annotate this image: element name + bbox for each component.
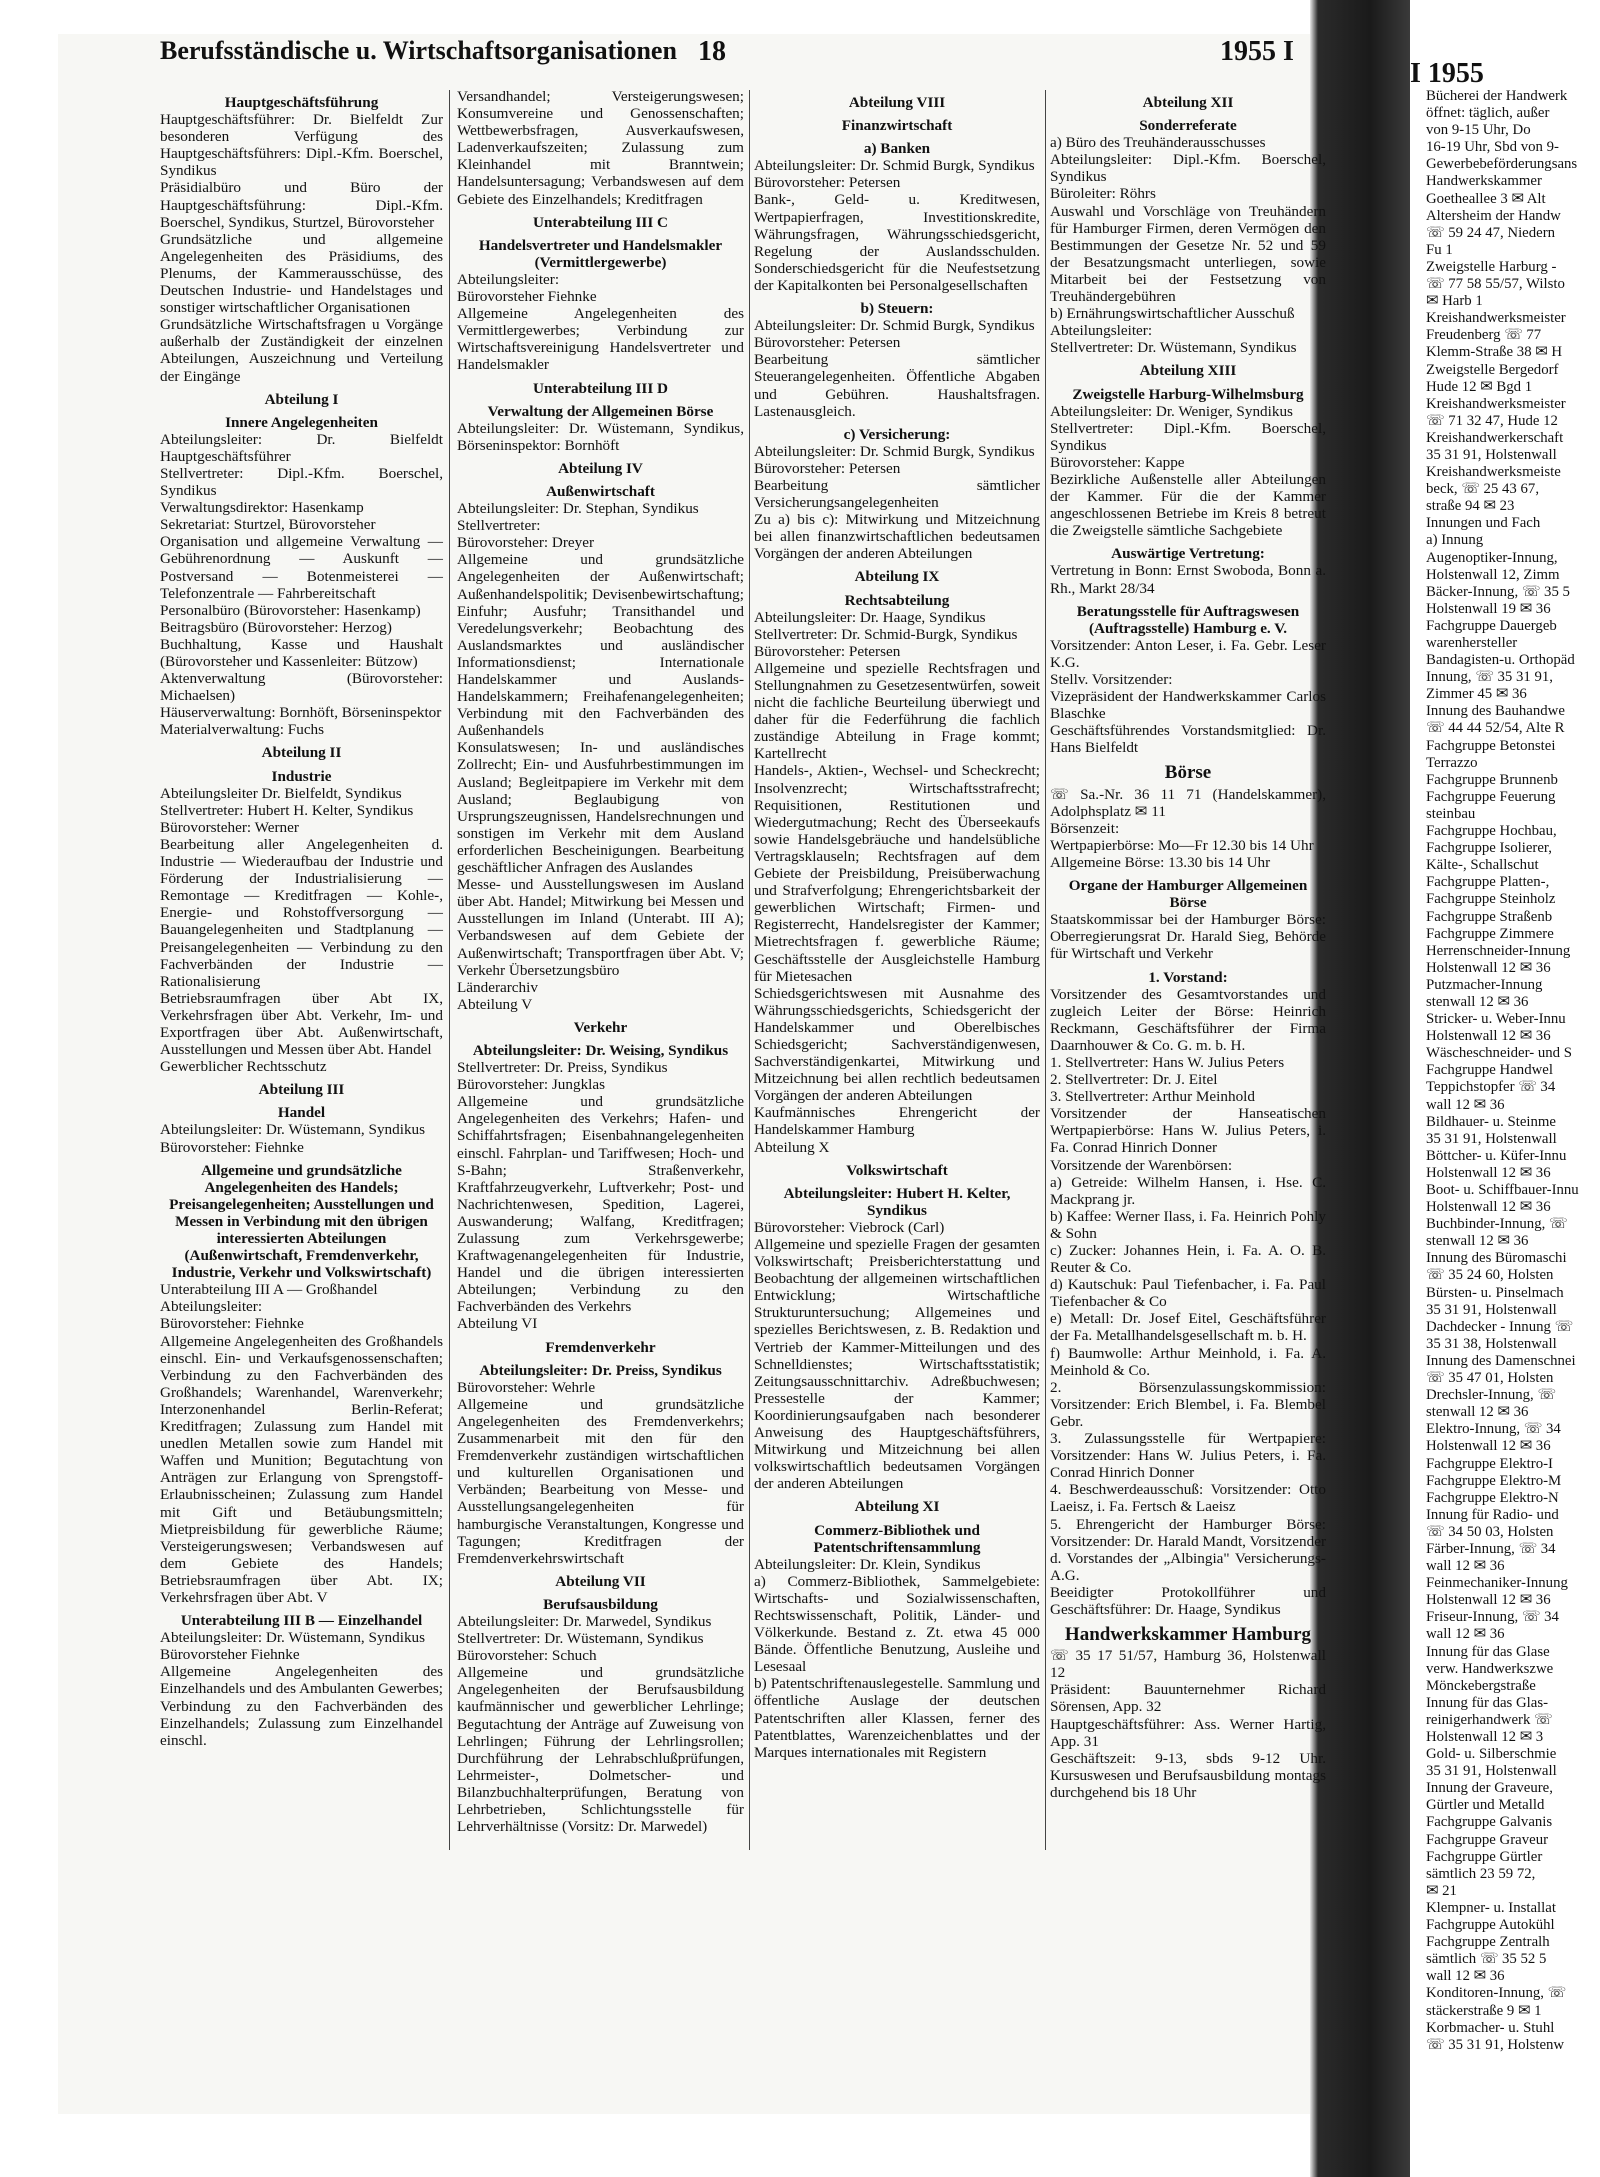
column-5-cropped (1426, 88, 1600, 2088)
running-title: Berufsständische u. Wirtschaftsorganisationen (160, 36, 677, 65)
col1-paragraph: Grundsätzliche und allgemeine Angelegenheiten des Präsidiums, des Plenums, der Kammerausschüsse, des Deutschen Industrie- und Handelstages und sonstiger wirtschaftlicher Organisationen (160, 230, 443, 317)
col2-paragraph: Abteilungsleiter: Dr. Stephan, Syndikus (457, 500, 699, 518)
col4-paragraph: Zweigstelle Harburg-Wilhelmsburg (1072, 385, 1304, 403)
col1-paragraph: Stellvertreter: Dipl.-Kfm. Boerschel, Syndikus (160, 464, 443, 500)
col4-paragraph: ☏ 35 17 51/57, Hamburg 36, Holstenwall 12 (1050, 1647, 1326, 1682)
col5-paragraph: ☏ 34 50 03, Holsten (1426, 1523, 1554, 1540)
col1-paragraph: Bürovorsteher: Werner (160, 818, 299, 836)
col5-paragraph: Fachgruppe Dauergeb (1426, 617, 1557, 634)
col5-paragraph: Zweigstelle Bergedorf (1426, 361, 1559, 378)
col5-paragraph: Innung für Radio- und (1426, 1506, 1559, 1523)
col5-paragraph: Holstenwall 12 ✉ 36 (1426, 1164, 1551, 1181)
col5-paragraph: Freudenberg ☏ 77 (1426, 327, 1542, 344)
col5-paragraph: ✉ 21 (1426, 1882, 1457, 1899)
col5-paragraph: Färber-Innung, ☏ 34 (1426, 1540, 1556, 1557)
col4-paragraph: Vorsitzender des Gesamtvorstandes und zugleich Leiter der Börse: Heinrich Reckmann, Geschäftsführer der Firma Daarnhouwer & Co. G. m. b. H. (1050, 985, 1326, 1054)
col5-paragraph: Fachgruppe Feuerung (1426, 788, 1556, 805)
col3-paragraph: a) Commerz-Bibliothek, Sammelgebiete: Wirtschafts- und Sozialwissenschaften, Rechtswissenschaft, Politik, Länder- und Völkerkunde. Bestand z. Zt. etwa 45 000 Bände. Öffentliche Benutzung, Ausleihe und Lesesaal (754, 1572, 1040, 1676)
col4-paragraph: Stellvertreter: Dr. Wüstemann, Syndikus (1050, 339, 1297, 357)
year-right: I 1955 (1410, 58, 1484, 89)
col4-paragraph: Vertretung in Bonn: Ernst Swoboda, Bonn a. Rh., Markt 28/34 (1050, 562, 1326, 597)
col4-paragraph: Stellv. Vorsitzender: (1050, 671, 1173, 688)
col2-paragraph: Bürovorsteher: Jungklas (457, 1076, 606, 1094)
col3-paragraph: Bank-, Geld- u. Kreditwesen, Wertpapierfragen, Investitionskredite, Währungsfragen, Währungsschiedsgericht, Regelung der Auslandsschulden. Sonderschiedsgericht für die Neufestsetzung der Kapitalkonten bei Personalgesellschaften (754, 191, 1040, 294)
col2-paragraph: Abteilung V (457, 995, 533, 1013)
col5-paragraph: wall 12 ✉ 36 (1426, 1558, 1505, 1575)
col2-paragraph: Handelsvertreter und Handelsmakler (Vermittlergewerbe) (478, 236, 723, 271)
col1-paragraph: Allgemeine Angelegenheiten des Einzelhandels und des Ambulanten Gewerbes; Verbindung zu den Fachverbänden des Einzelhandels; Zulassung zum Einzelhandel einschl. (160, 1663, 443, 1749)
col5-paragraph: Fachgruppe Straßenb (1426, 908, 1553, 925)
col5-paragraph: Altersheim der Handw (1426, 207, 1561, 224)
col5-paragraph: ☏ 35 47 01, Holsten (1426, 1370, 1554, 1387)
col1-paragraph: Bürovorsteher: Fiehnke (160, 1138, 304, 1156)
col5-paragraph: Holstenwall 19 ✉ 36 (1426, 600, 1551, 617)
col5-paragraph: Bildhauer- u. Steinme (1426, 1113, 1556, 1130)
col4-paragraph: f) Baumwolle: Arthur Meinhold, i. Fa. A. Meinhold & Co. (1050, 1344, 1326, 1379)
column-rule (449, 90, 450, 1850)
col5-paragraph: Wäscheschneider- und S (1426, 1045, 1572, 1062)
col5-paragraph: Feinmechaniker-Innung (1426, 1575, 1568, 1592)
col5-paragraph: Holstenwall 12, Zimm (1426, 566, 1560, 583)
col5-paragraph: ☏ 44 44 52/54, Alte R (1426, 720, 1565, 737)
col3-paragraph: b) Steuern: (860, 300, 934, 318)
col5-paragraph: Böttcher- u. Küfer-Innu (1426, 1147, 1567, 1164)
page-number: 18 (698, 36, 726, 67)
col5-paragraph: Buchbinder-Innung, ☏ (1426, 1216, 1568, 1233)
col5-paragraph: Fachgruppe Elektro-I (1426, 1455, 1553, 1472)
col5-paragraph: Boot- u. Schiffbauer-Innu (1426, 1182, 1579, 1198)
col5-paragraph: steinbau (1426, 805, 1476, 822)
col5-paragraph: Teppichstopfer ☏ 34 (1426, 1079, 1556, 1096)
col5-paragraph: von 9-15 Uhr, Do (1426, 122, 1531, 139)
col4-paragraph: Organe der Hamburger Allgemeinen Börse (1068, 877, 1308, 912)
col3-paragraph: Abteilungsleiter: Dr. Haage, Syndikus (754, 608, 986, 626)
col4-paragraph: Handwerkskammer Hamburg (1064, 1624, 1312, 1646)
col5-paragraph: 35 31 38, Holstenwall (1426, 1335, 1557, 1352)
col3-paragraph: Commerz-Bibliothek und Patentschriftensammlung (813, 1521, 981, 1556)
col4-paragraph: Hauptgeschäftsführer: Ass. Werner Hartig, App. 31 (1050, 1715, 1326, 1750)
col5-paragraph: 35 31 91, Holstenwall (1426, 1763, 1557, 1780)
col5-paragraph: Fachgruppe Galvanis (1426, 1814, 1553, 1831)
col5-paragraph: Augenoptiker-Innung, (1426, 549, 1558, 566)
col3-paragraph: Bürovorsteher: Petersen (754, 459, 901, 477)
col5-paragraph: Bandagisten-u. Orthopäd (1426, 652, 1575, 669)
col2-paragraph: Abteilungsleiter: Dr. Weising, Syndikus (472, 1041, 729, 1059)
col5-paragraph: Kreishandwerksmeiste (1426, 464, 1561, 481)
col2-paragraph: Allgemeine und grundsätzliche Angelegenheiten der Berufsausbildung kaufmännischer und gewerblicher Lehrlinge; Begutachtung der Anträge auf Zuweisung von Lehrlingen; Führung der Lehrlingsrollen; Durchführung der Lehrabschlußprüfungen, Lehrmeister-, Dolmetscher- und Bilanzbuchhalterprüfungen, Beratung von Lehrbetrieben, Schlichtungsstelle für Lehrverhältnisse (Vorsitz: Dr. Marwedel) (457, 1664, 744, 1836)
col4-paragraph: Börsenzeit: (1050, 819, 1120, 837)
col4-paragraph: Beeidigter Protokollführer und Geschäftsführer: Dr. Haage, Syndikus (1050, 1583, 1326, 1618)
col5-paragraph: Bücherei der Handwerk (1426, 88, 1568, 104)
col3-paragraph: Bürovorsteher: Viebrock (Carl) (754, 1218, 945, 1236)
col5-paragraph: Klempner- u. Installat (1426, 1899, 1556, 1916)
col2-paragraph: Abteilung VI (457, 1315, 538, 1333)
col5-paragraph: Fachgruppe Graveur (1426, 1831, 1549, 1848)
col2-paragraph: Abteilungsleiter: Dr. Preiss, Syndikus (479, 1361, 722, 1379)
col5-paragraph: Holstenwall 12 ✉ 36 (1426, 1438, 1551, 1455)
col4-paragraph: Präsident: Bauunternehmer Richard Sörensen, App. 32 (1050, 1681, 1326, 1716)
col5-paragraph: Fachgruppe Gürtler (1426, 1848, 1543, 1865)
col3-paragraph: Allgemeine und spezielle Fragen der gesamten Volkswirtschaft; Preisberichterstattung und Beobachtung der allgemeinen wirtschaftlichen Entwicklung; Wirtschaftliche Strukturuntersuchung; Allgemeines und spezielles Berichtswesen, z. B. Redaktion und Vertrieb der Kammer-Mitteilungen und des Schnelldienstes; Wirtschaftsstatistik; Zeitungsausschnittarchiv. Adreßbuchwesen; Pressestelle der Kammer; Koordinierungsaufgaben nach besonderer Anweisung des Hauptgeschäftsführers, Mitwirkung und Mitzeichnung bei allen volkswirtschaftlich bedeutsamen Vorgängen der anderen Abteilungen (754, 1236, 1040, 1493)
col4-paragraph: d) Kautschuk: Paul Tiefenbacher, i. Fa. Paul Tiefenbacher & Co (1050, 1276, 1326, 1311)
col4-paragraph: Abteilung XII (1142, 94, 1234, 111)
column-rule (749, 90, 750, 1850)
col5-paragraph: Gold- u. Silberschmie (1426, 1746, 1557, 1763)
col4-paragraph: Börse (1164, 762, 1212, 784)
col5-paragraph: Stricker- u. Weber-Innu (1426, 1011, 1566, 1028)
col5-paragraph: ☏ 77 58 55/57, Wilsto (1426, 276, 1565, 293)
col4-paragraph: Vizepräsident der Handwerkskammer Carlos Blaschke (1050, 688, 1326, 723)
col4-paragraph: Abteilung XIII (1139, 362, 1237, 380)
col2-paragraph: Außenwirtschaft (546, 482, 655, 500)
col5-paragraph: Fachgruppe Handwel (1426, 1062, 1553, 1079)
col2-paragraph: Verkehr (573, 1018, 628, 1036)
col1-paragraph: Unterabteilung III B — Einzelhandel (180, 1612, 423, 1630)
col1-paragraph: Innere Angelegenheiten (225, 413, 378, 431)
col3-paragraph: Handels-, Aktien-, Wechsel- und Scheckrecht; Insolvenzrecht; Wirtschaftsstrafrecht; Requisitionen, Restitutionen und Wiedergutmachung; Recht des Überseekaufs sowie Handelsgebräuche und handelsübliche Vertragsklauseln; Rechtsfragen auf dem Gebiete der Preisbildung, Preisüberwachung und Strafverfolgung; Ehrengerichtsbarkeit der gewerblichen Wirtschaft; Firmen- und Registerrecht, Handelsregister der Kammer; Mietrechtsfragen f. gewerbliche Räume; Geschäftsstelle der Ausgleichstelle Hamburg für Mietesachen (754, 762, 1040, 985)
col1-paragraph: Organisation und allgemeine Verwaltung — Gebührenordnung — Auskunft — Postversand — Botenmeisterei — Telefonzentrale — Fahrbereitschaft (160, 533, 443, 602)
col5-paragraph: Gürtler und Metalld (1426, 1797, 1545, 1814)
col2-paragraph: Allgemeine und grundsätzliche Angelegenheiten des Verkehrs; Hafen- und Schiffahrtsfragen; Eisenbahnangelegenheiten einschl. Fahrplan- und Tariffwesen; Hoch- und S-Bahn; Straßenverkehr, Kraftfahrzeugverkehr, Luftverkehr; Post- und Nachrichtenwesen, Spedition, Lagerei, Auswanderung; Walfang, Kreditfragen; Zulassung zum Verkehrsgewerbe; Kraftwagenangelegenheiten für Industrie, Handel und die übrigen interessierten Abteilungen; Verbindung zu den Fachverbänden des Verkehrs (457, 1093, 744, 1316)
col1-paragraph: Abteilungsleiter: Dr. Bielfeldt Hauptgeschäftsführer (160, 430, 443, 465)
col1-paragraph: Unterabteilung III A — Großhandel (160, 1281, 378, 1299)
col5-paragraph: Fachgruppe Elektro-N (1426, 1489, 1559, 1506)
col5-paragraph: Dachdecker - Innung ☏ (1426, 1318, 1574, 1335)
col3-paragraph: a) Banken (863, 140, 931, 158)
col1-paragraph: Abteilung III (258, 1081, 345, 1099)
col5-paragraph: wall 12 ✉ 36 (1426, 1968, 1505, 1985)
col1-paragraph: Bürovorsteher: Fiehnke (160, 1315, 304, 1333)
column-1 (160, 88, 443, 1749)
col5-paragraph: Gewerbebeförderungsans (1426, 156, 1578, 173)
col5-paragraph: Fachgruppe Zimmere (1426, 925, 1554, 942)
col5-paragraph: Innung für das Glase (1426, 1643, 1550, 1660)
col3-paragraph: Allgemeine und spezielle Rechtsfragen und Stellungnahmen zu Gesetzesentwürfen, soweit nicht die fachliche Beurteilung überwiegt und daher für die Federführung die fachlich zuständige Abteilung in Frage kommt; Kartellrecht (754, 659, 1040, 763)
col5-paragraph: Klemm-Straße 38 ✉ H (1426, 344, 1563, 361)
col5-paragraph: wall 12 ✉ 36 (1426, 1626, 1505, 1643)
col2-paragraph: Allgemeine und grundsätzliche Angelegenheiten der Außenwirtschaft; Außenhandelspolitik; Devisenbewirtschaftung; Einfuhr; Ausfuhr; Transithandel und Veredelungsverkehr; Beobachtung des Auslandsmarktes und ausländischer Informationsdienst; Internationale Handelskammer und Auslands-Handelskammern; Freihafenangelegenheiten; Verbindung mit den Fachverbänden des Außenhandels (457, 551, 744, 740)
col5-paragraph: Elektro-Innung, ☏ 34 (1426, 1421, 1561, 1438)
col5-paragraph: Fachgruppe Hochbau, (1426, 823, 1557, 840)
col3-paragraph: Abteilungsleiter: Dr. Schmid Burgk, Syndikus (754, 442, 1035, 460)
col5-paragraph: stenwall 12 ✉ 36 (1426, 1233, 1529, 1250)
col1-paragraph: Beitragsbüro (Bürovorsteher: Herzog) (160, 618, 392, 636)
col5-paragraph: Holstenwall 12 ✉ 36 (1426, 1028, 1551, 1045)
col3-paragraph: Bürovorsteher: Petersen (754, 642, 901, 660)
year-left: 1955 I (1220, 36, 1294, 67)
col5-paragraph: stenwall 12 ✉ 36 (1426, 993, 1529, 1010)
col2-paragraph: Bürovorsteher: Dreyer (457, 534, 595, 552)
col1-paragraph: Buchhaltung, Kasse und Haushalt (Bürovorsteher und Kassenleiter: Bützow) (160, 635, 443, 670)
col5-paragraph: Putzmacher-Innung (1426, 976, 1543, 993)
col2-paragraph: Verwaltung der Allgemeinen Börse (487, 402, 714, 420)
col3-paragraph: Abteilung IX (854, 568, 940, 586)
col5-paragraph: Holstenwall 12 ✉ 36 (1426, 959, 1551, 976)
col1-paragraph: Betriebsraumfragen über Abt IX, Verkehrsfragen über Abt. Verkehr, Im- und Exportfragen über Abt. Außenwirtschaft, Ausstellungen und Messen über Abt. Handel (160, 989, 443, 1059)
col1-paragraph: Stellvertreter: Hubert H. Kelter, Syndikus (160, 801, 414, 819)
col4-paragraph: 2. Stellvertreter: Dr. J. Eitel (1050, 1071, 1218, 1089)
col2-paragraph: Berufsausbildung (543, 1595, 658, 1613)
col2-paragraph: Messe- und Ausstellungswesen im Ausland über Abt. Handel; Mitwirkung bei Messen und Ausstellungen im Inland (Unterabt. III A); Verbandswesen auf dem Gebiete der Außenwirtschaft; Transportfragen über Abt. V; Verkehr Übersetzungsbüro (457, 876, 744, 979)
col4-paragraph: a) Büro des Treuhänderausschusses (1050, 134, 1266, 152)
col4-paragraph: 3. Zulassungsstelle für Wertpapiere: Vorsitzender: Hans W. Julius Peters, i. Fa. Conrad Hinrich Donner (1050, 1430, 1326, 1482)
col1-paragraph: Allgemeine Angelegenheiten des Großhandels einschl. Ein- und Verkaufsgenossenschaften; Verbindung zu den Fachverbänden des Großhandels; Warenhandel, Warenverkehr; Interzonenhandel Berlin-Referat; Kreditfragen; Zulassung zum Handel mit unedlen Metallen sowie zum Handel mit Waffen und Munition; Begutachtung von Anträgen zur Erlangung von Sprengstoff-Erlaubnisscheinen; Zulassung zum Handel mit Gift und Betäubungsmitteln; Mietpreisbildung für gewerbliche Räume; Versteigerungswesen; Verbandswesen auf dem Gebiete des Handels; Betriebsraumfragen über Abt. IX; Verkehrsfragen über Abt. V (160, 1332, 443, 1606)
col5-paragraph: a) Innung (1426, 532, 1484, 549)
col4-paragraph: a) Getreide: Wilhelm Hansen, i. Hse. C. Mackprang jr. (1050, 1173, 1326, 1208)
bottom-margin (58, 2114, 1310, 2177)
col3-paragraph: Abteilungsleiter: Dr. Schmid Burgk, Syndikus (754, 317, 1035, 335)
col5-paragraph: 35 31 91, Holstenwall (1426, 446, 1557, 463)
col2-paragraph: Stellvertreter: Dr. Preiss, Syndikus (457, 1059, 668, 1077)
column-3 (754, 88, 1040, 1761)
col2-paragraph: Stellvertreter: (457, 517, 541, 535)
col3-paragraph: Abteilung XI (854, 1498, 940, 1516)
col5-paragraph: 16-19 Uhr, Sbd von 9- (1426, 139, 1559, 156)
col3-paragraph: Abteilungsleiter: Dr. Klein, Syndikus (754, 1555, 981, 1573)
col4-paragraph: Sonderreferate (1139, 117, 1237, 135)
col5-paragraph: Innung des Büromaschi (1426, 1250, 1567, 1267)
col5-paragraph: Kreishandwerksmeister (1426, 310, 1566, 327)
col1-paragraph: Abteilungsleiter: Dr. Wüstemann, Syndikus (160, 1121, 426, 1139)
col5-paragraph: Konditoren-Innung, ☏ (1426, 1985, 1567, 2002)
col4-paragraph: 3. Stellvertreter: Arthur Meinhold (1050, 1088, 1255, 1106)
col2-paragraph: Allgemeine und grundsätzliche Angelegenheiten des Fremdenverkehrs; Zusammenarbeit mit den für den Fremdenverkehr zuständigen wirtschaftlichen und kulturellen Organisationen und Verbänden; Bearbeitung von Messe- und Ausstellungsangelegenheiten für hamburgische Veranstaltungen, Kongresse und Tagungen; Kreditfragen der Fremdenverkehrswirtschaft (457, 1395, 744, 1567)
col4-paragraph: Auswärtige Vertretung: (1111, 545, 1265, 563)
col5-paragraph: straße 94 ✉ 23 (1426, 498, 1515, 515)
col4-paragraph: Vorsitzende der Warenbörsen: (1050, 1156, 1233, 1174)
col5-paragraph: Zimmer 45 ✉ 36 (1426, 686, 1527, 703)
col1-paragraph: Personalbüro (Bürovorsteher: Hasenkamp) (160, 601, 421, 619)
col3-paragraph: Abteilung X (754, 1138, 830, 1156)
col5-paragraph: Friseur-Innung, ☏ 34 (1426, 1609, 1559, 1626)
col3-paragraph: c) Versicherung: (843, 425, 951, 443)
column-2 (457, 88, 744, 1835)
col3-paragraph: Finanzwirtschaft (841, 117, 953, 135)
col4-paragraph: Abteilungsleiter: (1050, 322, 1153, 340)
col3-paragraph: Zu a) bis c): Mitwirkung und Mitzeichnung bei allen finanzwirtschaftlichen bedeutsamen Vorgängen der anderen Abteilungen (754, 511, 1040, 563)
col1-paragraph: Abteilungsleiter Dr. Bielfeldt, Syndikus (160, 784, 402, 802)
col5-paragraph: Handwerkskammer (1426, 173, 1542, 190)
col5-paragraph: 35 31 91, Holstenwall (1426, 1301, 1557, 1318)
col3-paragraph: Abteilung VIII (848, 94, 946, 111)
col5-paragraph: Fachgruppe Autokühl (1426, 1917, 1555, 1934)
col4-paragraph: ☏ Sa.-Nr. 36 11 71 (Handelskammer), Adolphsplatz ✉ 11 (1050, 785, 1326, 820)
col4-paragraph: 5. Ehrengericht der Hamburger Börse: Vorsitzender: Dr. Harald Mandt, Vorsitzender d. Vorstandes der „Albingia" Versicherungs-A.G. (1050, 1515, 1326, 1584)
col1-paragraph: Industrie (271, 767, 332, 785)
col4-paragraph: Beratungsstelle für Auftragswesen (Auftragsstelle) Hamburg e. V. (1076, 602, 1300, 637)
col4-paragraph: 1. Vorstand: (1148, 968, 1228, 986)
col5-paragraph: Zweigstelle Harburg - (1426, 258, 1557, 275)
col5-paragraph: warenhersteller (1426, 635, 1518, 651)
col5-paragraph: Bürsten- u. Pinselmach (1426, 1284, 1564, 1301)
col4-paragraph: Allgemeine Börse: 13.30 bis 14 Uhr (1050, 853, 1271, 871)
col1-paragraph: Grundsätzliche Wirtschaftsfragen u Vorgänge außerhalb der Zuständigkeit der einzelnen Abteilungen, Auszeichnung und Verteilung der Eingänge (160, 316, 443, 385)
col5-paragraph: Holstenwall 12 ✉ 3 (1426, 1729, 1544, 1745)
col5-paragraph: Korbmacher- u. Stuhl (1426, 2019, 1555, 2036)
col5-paragraph: Innung des Damenschnei (1426, 1352, 1576, 1369)
col4-paragraph: Stellvertreter: Dipl.-Kfm. Boerschel, Syndikus (1050, 419, 1326, 454)
col5-paragraph: Innungen und Fach (1426, 515, 1541, 532)
col1-paragraph: Abteilungsleiter: Dr. Wüstemann, Syndikus (160, 1629, 426, 1647)
col4-paragraph: 4. Beschwerdeausschuß: Vorsitzender: Otto Laeisz, i. Fa. Fertsch & Laeisz (1050, 1481, 1326, 1516)
col1-paragraph: Verwaltungsdirektor: Hasenkamp (160, 499, 364, 517)
col3-paragraph: Bürovorsteher: Petersen (754, 174, 901, 192)
col2-paragraph: Abteilungsleiter: Dr. Marwedel, Syndikus (457, 1612, 712, 1630)
col5-paragraph: Holstenwall 12 ✉ 36 (1426, 1199, 1551, 1216)
col5-paragraph: stäckerstraße 9 ✉ 1 (1426, 2002, 1542, 2019)
col1-paragraph: Präsidialbüro und Büro der Hauptgeschäftsführung: Dipl.-Kfm. Boerschel, Syndikus, Sturtzel, Bürovorsteher (160, 179, 443, 231)
col2-paragraph: Abteilungsleiter: Dr. Wüstemann, Syndikus, Börseninspektor: Bornhöft (457, 419, 744, 454)
col4-paragraph: Vorsitzender der Hanseatischen Wertpapierbörse: Hans W. Julius Peters, i. Fa. Conrad Hinrich Donner (1050, 1105, 1326, 1157)
col5-paragraph: 35 31 91, Holstenwall (1426, 1130, 1557, 1147)
col5-paragraph: ☏ 71 32 47, Hude 12 (1426, 412, 1558, 429)
col5-paragraph: Fachgruppe Platten-, (1426, 874, 1550, 891)
col2-paragraph: Stellvertreter: Dr. Wüstemann, Syndikus (457, 1630, 704, 1648)
col2-paragraph: Abteilung VII (555, 1572, 646, 1590)
col1-paragraph: Aktenverwaltung (Bürovorsteher: Michaelsen) (160, 670, 443, 705)
col5-paragraph: stenwall 12 ✉ 36 (1426, 1404, 1529, 1421)
col5-paragraph: Terrazzo (1426, 754, 1478, 771)
col5-paragraph: Mönckebergstraße (1426, 1677, 1536, 1694)
col3-paragraph: Volkswirtschaft (846, 1161, 948, 1179)
col5-paragraph: Innung der Graveure, (1426, 1780, 1553, 1797)
col5-paragraph: öffnet: täglich, außer (1426, 105, 1550, 122)
col5-paragraph: Fachgruppe Brunnenb (1426, 771, 1558, 788)
col5-paragraph: Goetheallee 3 ✉ Alt (1426, 190, 1546, 207)
col3-paragraph: Bearbeitung sämtlicher Steuerangelegenheiten. Öffentliche Abgaben und Gebühren. Haushaltsfragen. Lastenausgleich. (754, 351, 1040, 420)
col1-paragraph: Häuserverwaltung: Bornhöft, Börseninspektor (160, 704, 442, 722)
col5-paragraph: Fachgruppe Steinholz (1426, 891, 1556, 908)
col5-paragraph: ☏ 35 31 91, Holstenw (1426, 2036, 1565, 2053)
col3-paragraph: Rechtsabteilung (844, 591, 950, 609)
page-header (160, 36, 1310, 76)
col5-paragraph: ✉ Harb 1 (1426, 293, 1483, 310)
col4-paragraph: b) Ernährungswirtschaftlicher Ausschuß (1050, 305, 1295, 323)
col5-paragraph: ☏ 59 24 47, Niedern (1426, 224, 1556, 241)
col1-paragraph: Gewerblicher Rechtsschutz (160, 1058, 327, 1076)
col4-paragraph: Abteilungsleiter: Dr. Weniger, Syndikus (1050, 402, 1293, 420)
col4-paragraph: Vorsitzender: Anton Leser, i. Fa. Gebr. Leser K.G. (1050, 636, 1326, 671)
col5-paragraph: Herrenschneider-Innung (1426, 942, 1571, 959)
col2-paragraph: Allgemeine Angelegenheiten des Vermittlergewerbes; Verbindung zur Wirtschaftsvereinigung Handelsvertreter und Handelsmakler (457, 305, 744, 374)
col2-paragraph: Unterabteilung III C (532, 213, 668, 231)
col5-paragraph: Kälte-, Schallschut (1426, 857, 1539, 874)
col4-paragraph: Bezirkliche Außenstelle aller Abteilungen der Kammer. Für die der Kammer angeschlossenen Betriebe im Kreis 8 betreut die Zweigstelle sämtliche Sachgebiete (1050, 470, 1326, 540)
col3-paragraph: b) Patentschriftenauslegestelle. Sammlung und öffentliche Auslage der deutschen Patentschriften aller Klassen, ferner des Patentblattes, Warenzeichenblattes und der Marques internationales mit Registern (754, 1675, 1040, 1761)
col5-paragraph: Kreishandwerksmeister (1426, 395, 1566, 412)
col2-paragraph: Bürovorsteher: Wehrle (457, 1378, 596, 1396)
col1-paragraph: Hauptgeschäftsführer: Dr. Bielfeldt Zur besonderen Verfügung des Hauptgeschäftsführers: Dipl.-Kfm. Boerschel, Syndikus (160, 111, 443, 180)
column-4 (1050, 88, 1326, 1801)
col5-paragraph: sämtlich ☏ 35 52 5 (1426, 1951, 1547, 1968)
col5-paragraph: Fachgruppe Elektro-M (1426, 1472, 1562, 1489)
col5-paragraph: Innung, ☏ 35 31 91, (1426, 669, 1554, 686)
col5-paragraph: beck, ☏ 25 43 67, (1426, 481, 1540, 498)
col2-paragraph: Fremdenverkehr (545, 1338, 656, 1356)
col5-paragraph: reinigerhandwerk ☏ (1426, 1711, 1553, 1728)
col1-paragraph: Handel (277, 1104, 326, 1122)
left-margin (0, 0, 58, 2177)
col2-paragraph: Abteilung IV (558, 459, 643, 477)
col4-paragraph: Wertpapierbörse: Mo—Fr 12.30 bis 14 Uhr (1050, 836, 1314, 854)
col4-paragraph: Abteilungsleiter: Dipl.-Kfm. Boerschel, Syndikus (1050, 151, 1326, 186)
col4-paragraph: e) Metall: Dr. Josef Eitel, Geschäftsführer der Fa. Metallhandelsgesellschaft m. b. H. (1050, 1310, 1326, 1345)
col4-paragraph: Bürovorsteher: Kappe (1050, 453, 1185, 471)
col1-paragraph: Abteilungsleiter: (160, 1298, 263, 1316)
col4-paragraph: b) Kaffee: Werner Ilass, i. Fa. Heinrich Pohly & Sohn (1050, 1207, 1326, 1242)
col5-paragraph: Fachgruppe Betonstei (1426, 737, 1556, 754)
col1-paragraph: Hauptgeschäftsführung (224, 94, 379, 111)
col3-paragraph: Stellvertreter: Dr. Schmid-Burgk, Syndikus (754, 625, 1018, 643)
col5-paragraph: Innung für das Glas- (1426, 1694, 1549, 1711)
col5-paragraph: Drechsler-Innung, ☏ (1426, 1387, 1556, 1404)
col3-paragraph: Abteilungsleiter: Hubert H. Kelter, Syndikus (783, 1184, 1011, 1219)
col3-paragraph: Kaufmännisches Ehrengericht der Handelskammer Hamburg (754, 1104, 1040, 1139)
col1-paragraph: Bürovorsteher Fiehnke (160, 1646, 300, 1664)
col4-paragraph: Geschäftsführendes Vorstandsmitglied: Dr. Hans Bielfeldt (1050, 722, 1326, 757)
col5-paragraph: ☏ 35 24 60, Holsten (1426, 1267, 1554, 1284)
col2-paragraph: Unterabteilung III D (532, 379, 668, 397)
col4-paragraph: 1. Stellvertreter: Hans W. Julius Peters (1050, 1053, 1285, 1071)
col2-paragraph: Konsulatswesen; In- und ausländisches Zollrecht; Ein- und Ausfuhrbestimmungen im Ausland; Begleitpapiere im Verkehr mit dem Ausland; Beglaubigung von Ursprungszeugnissen, Handelsrechnungen und sonstigen im Verkehr mit dem Ausland erforderlichen Bescheinigungen. Bearbeitung geschäftlicher Anfragen des Auslandes (457, 739, 744, 877)
col5-paragraph: Bäcker-Innung, ☏ 35 5 (1426, 583, 1570, 600)
col4-paragraph: Geschäftszeit: 9-13, sbds 9-12 Uhr. Kursuswesen und Berufsausbildung montags durchgehend bis 18 Uhr (1050, 1749, 1326, 1801)
col3-paragraph: Abteilungsleiter: Dr. Schmid Burgk, Syndikus (754, 157, 1035, 175)
col1-paragraph: Sekretariat: Sturtzel, Bürovorsteher (160, 516, 376, 534)
col3-paragraph: Schiedsgerichtswesen mit Ausnahme des Währungsschiedsgerichts, Schiedsgericht der Handelskammer und Oberelbisches Schiedsgericht; Sachverständigenwesen, Sachverständigenkartei, Mitwirkung und Mitzeichnung bei allen rechtlich bedeutsamen Vorgängen der anderen Abteilungen (754, 984, 1040, 1105)
col5-paragraph: Kreishandwerkerschaft (1426, 429, 1564, 446)
col2-paragraph: Bürovorsteher: Schuch (457, 1647, 597, 1665)
column-rule (1045, 90, 1046, 1850)
col5-paragraph: Holstenwall 12 ✉ 36 (1426, 1592, 1551, 1609)
col5-paragraph: Fachgruppe Isolierer, (1426, 840, 1552, 857)
col2-paragraph: Bürovorsteher Fiehnke (457, 288, 597, 306)
col4-paragraph: Staatskommissar bei der Hamburger Börse: Oberregierungsrat Dr. Harald Sieg, Behörde für Wirtschaft und Verkehr (1050, 911, 1326, 963)
col2-paragraph: Abteilungsleiter: (457, 270, 560, 288)
col4-paragraph: 2. Börsenzulassungskommission: Vorsitzender: Erich Blembel, i. Fa. Blembel Gebr. (1050, 1378, 1326, 1430)
col1-paragraph: Abteilung II (261, 744, 342, 762)
col5-paragraph: Fachgruppe Zentralh (1426, 1934, 1550, 1951)
col5-paragraph: Fu 1 (1426, 241, 1453, 258)
col5-paragraph: Hude 12 ✉ Bgd 1 (1426, 378, 1533, 395)
col1-paragraph: Bearbeitung aller Angelegenheiten d. Industrie — Wiederaufbau der Industrie und Förderung der Industrialisierung — Remontage — Kreditfragen — Kohle-, Energie- und Rohstoffversorgung — Bauangelegenheiten und Stadtplanung — Preisangelegenheiten — Verbindung zu den Fachverbänden der Industrie — Rationalisierung (160, 835, 443, 990)
col3-paragraph: Bearbeitung sämtlicher Versicherungsangelegenheiten (754, 476, 1040, 512)
col5-paragraph: sämtlich 23 59 72, (1426, 1865, 1536, 1882)
col5-paragraph: Innung des Bauhandwe (1426, 703, 1565, 720)
col4-paragraph: c) Zucker: Johannes Hein, i. Fa. A. O. B. Reuter & Co. (1050, 1242, 1326, 1277)
col1-paragraph: Abteilung I (264, 390, 339, 408)
col5-paragraph: wall 12 ✉ 36 (1426, 1096, 1505, 1113)
col3-paragraph: Bürovorsteher: Petersen (754, 334, 901, 352)
col4-paragraph: Auswahl und Vorschläge von Treuhändern für Hamburger Firmen, deren Vermögen den Bestimmungen der Gesetze Nr. 52 und 59 der Besatzungsmacht unterliegen, sowie Mitarbeit bei der Festsetzung von Treuhändergebühren (1050, 202, 1326, 306)
col4-paragraph: Büroleiter: Röhrs (1050, 185, 1156, 203)
col2-paragraph: Versandhandel; Versteigerungswesen; Konsumvereine und Genossenschaften; Wettbewerbsfragen, Ausverkaufswesen, Ladenverkaufszeiten; Zulassung zum Kleinhandel mit Branntwein; Handelsuntersagung; Verbandswesen auf dem Gebiete des Einzelhandels; Kreditfragen (457, 88, 744, 208)
col1-paragraph: Materialverwaltung: Fuchs (160, 721, 325, 739)
col1-paragraph: Allgemeine und grundsätzliche Angelegenheiten des Handels; Preisangelegenheiten; Ausstellungen und Messen in Verbindung mit den übrigen interessierten Abteilungen (Außenwirtschaft, Fremdenverkehr, Industrie, Verkehr und Volkswirtschaft) (169, 1161, 434, 1282)
col2-paragraph: Länderarchiv (457, 978, 538, 996)
col5-paragraph: verw. Handwerkszwe (1426, 1660, 1554, 1677)
